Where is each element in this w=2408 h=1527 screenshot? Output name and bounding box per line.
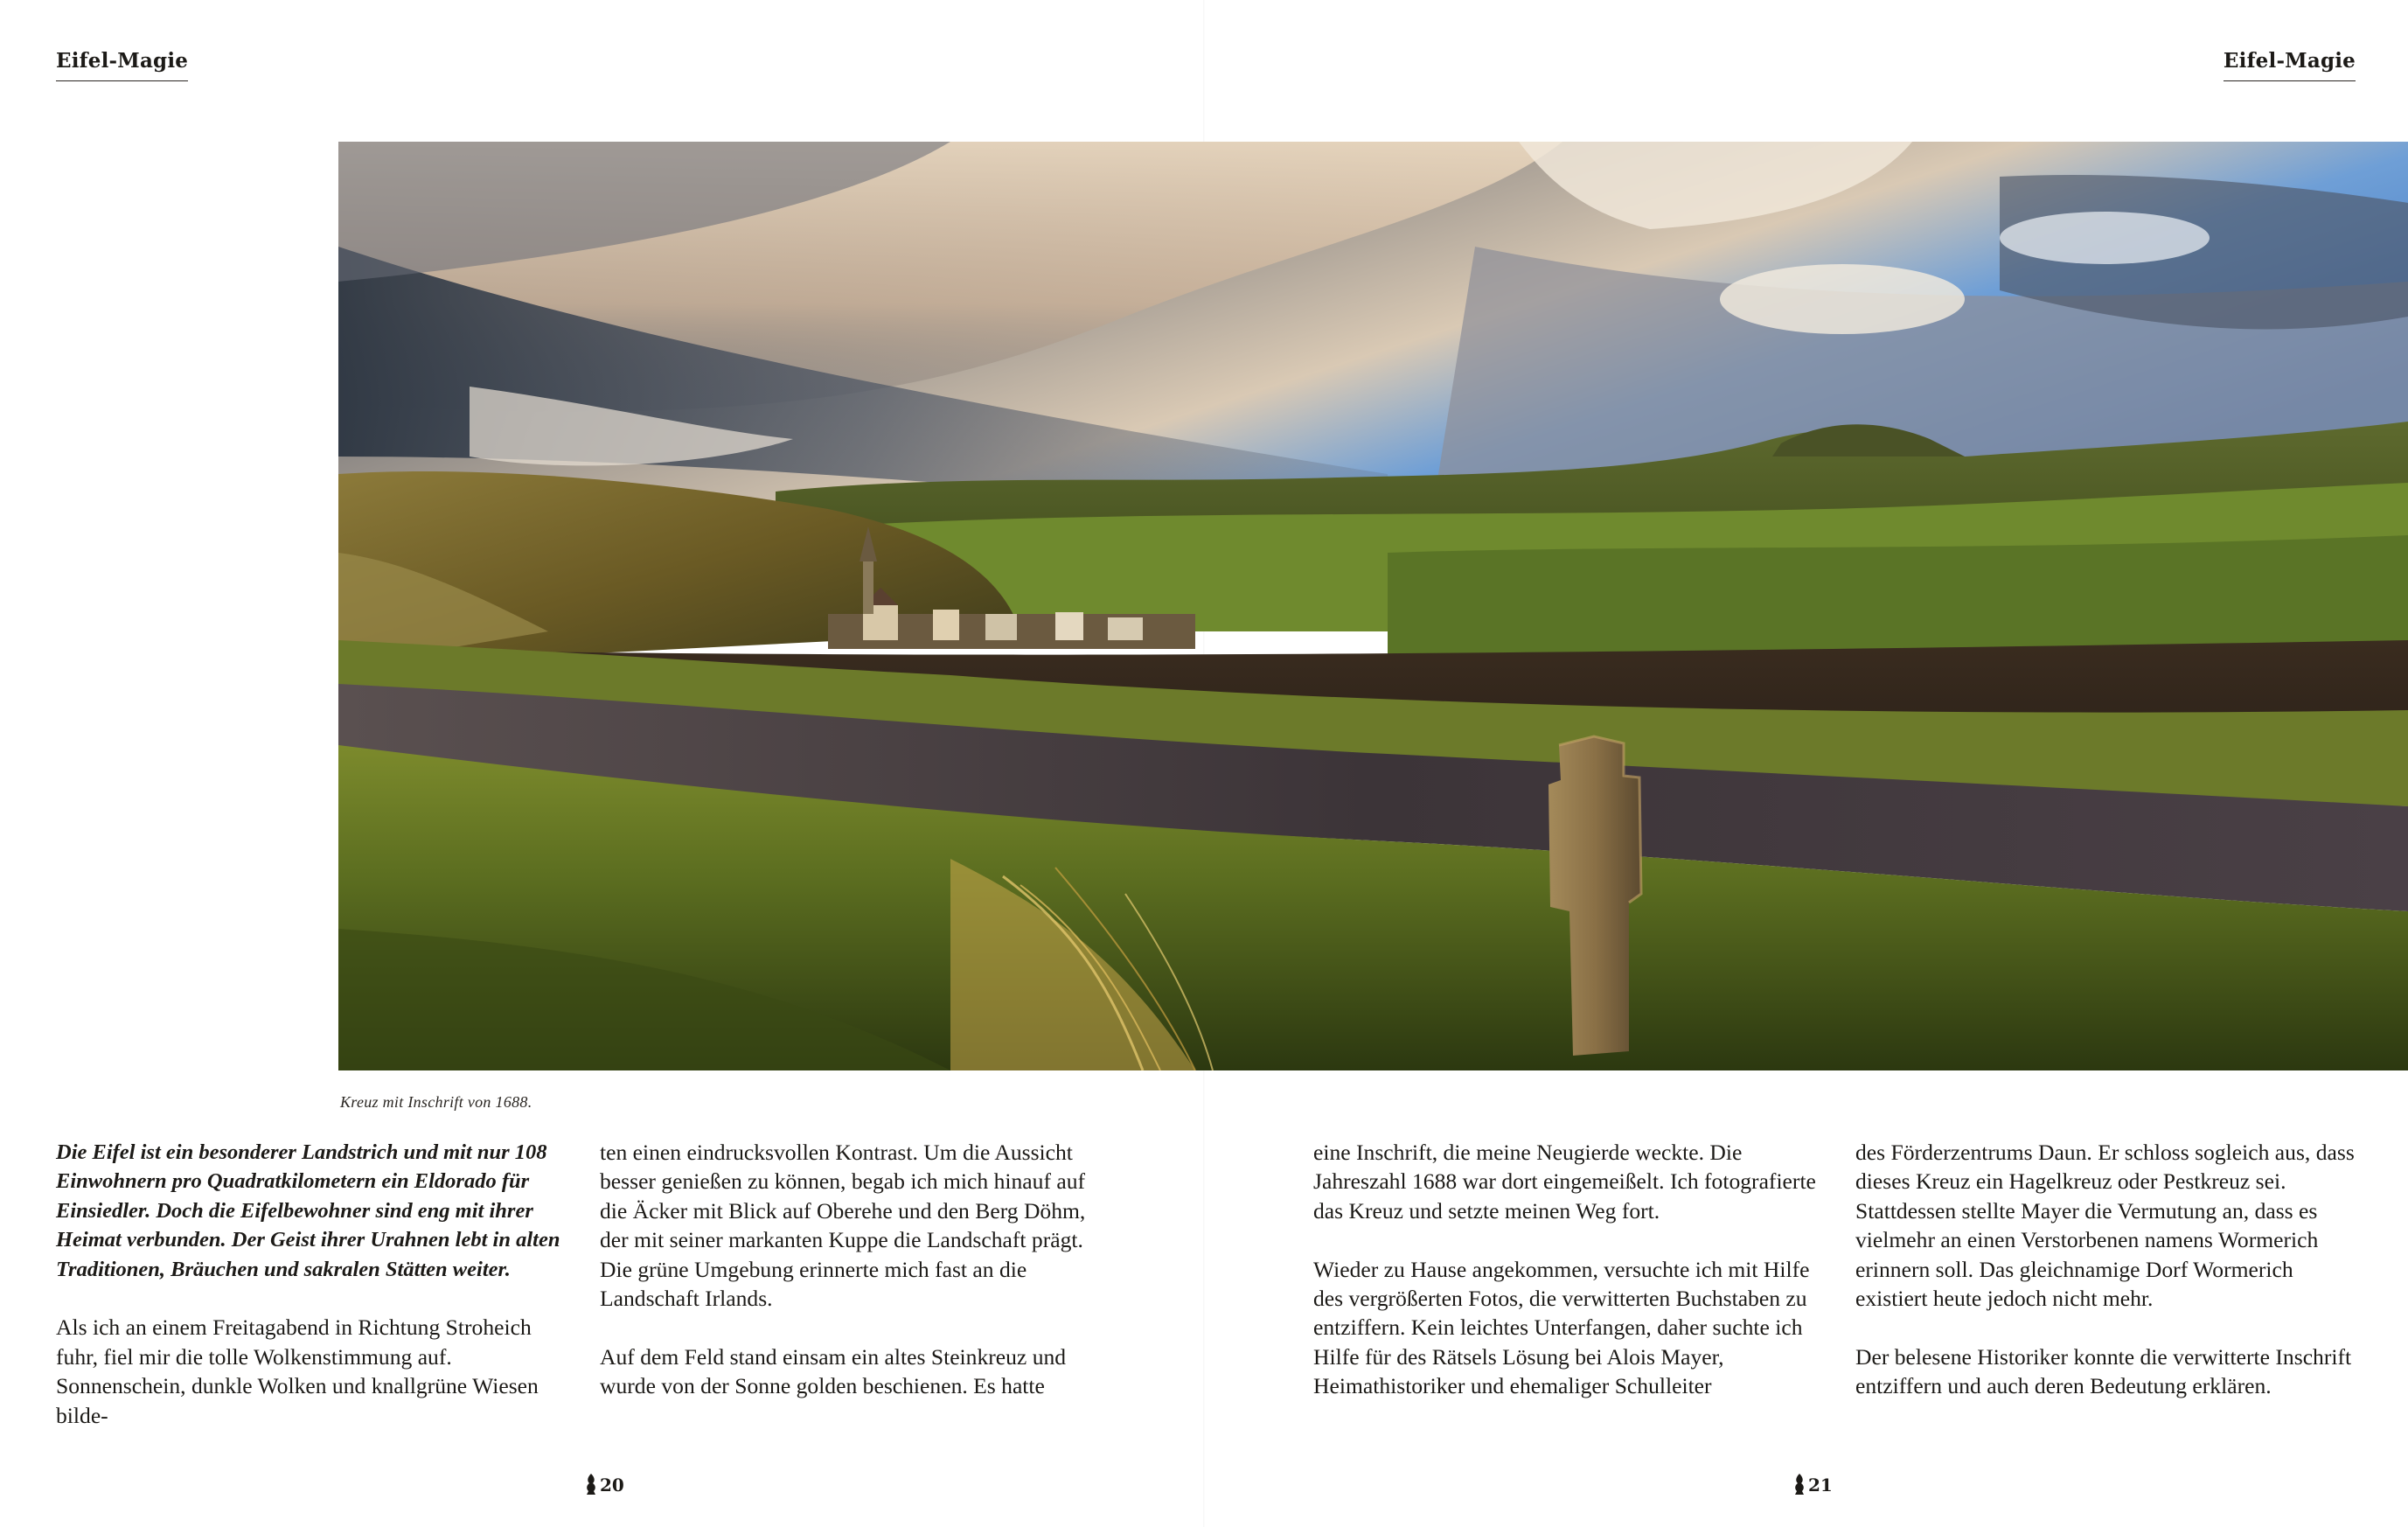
text-column-2 <box>600 1138 1107 1430</box>
body-paragraph: Wieder zu Hause angekommen, versuchte ich mit Hilfe des vergrößerten Fotos, die verwitterten Buchstaben zu entziffern. Kein leichtes Unterfangen, daher suchte ich Hilfe für des Rätsels Lösung bei Alois Mayer, Heimathistoriker und ehemaliger Schulleiter <box>1313 1256 1810 1399</box>
text-column-3 <box>1313 1138 1820 1430</box>
landscape-photo <box>338 142 2408 1070</box>
running-head-right: Eifel-Magie <box>2224 49 2356 81</box>
body-paragraph: eine Inschrift, die meine Neugierde weckte. Die Jahreszahl 1688 war dort eingemeißelt. Ich fotografierte das Kreuz und setzte meinen Weg fort. <box>1313 1140 1816 1224</box>
folio-ornament-icon <box>1792 1473 1806 1496</box>
running-head-left: Eifel-Magie <box>56 49 188 81</box>
lead-paragraph: Die Eifel ist ein besonderer Landstrich und mit nur 108 Einwohnern pro Quadratkilometern ein Eldorado für Einsiedler. Doch die Eifelbewohner sind eng mit ihrer Heimat verbunden. Der Geist ihrer Urahnen lebt in alten Traditionen, Bräuchen und sakralen Stätten weiter. <box>56 1140 560 1281</box>
text-column-1 <box>56 1138 563 1459</box>
body-paragraph: des Förderzentrums Daun. Er schloss sogleich aus, dass dieses Kreuz ein Hagelkreuz oder Pestkreuz sei. Stattdessen stellte Mayer die Vermutung an, dass es vielmehr an einen Verstorbenen namens Wormerich erinnern soll. Das gleichnamige Dorf Wormerich existiert heute jedoch nicht mehr. <box>1855 1140 2355 1312</box>
page-number-left-text: 20 <box>600 1475 624 1496</box>
body-paragraph: Auf dem Feld stand einsam ein altes Steinkreuz und wurde von der Sonne golden beschienen. Es hatte <box>600 1343 1067 1399</box>
page-number-right-text: 21 <box>1808 1475 1833 1496</box>
body-paragraph: Der belesene Historiker konnte die verwitterte Inschrift entziffern und auch deren Bedeutung erklären. <box>1855 1343 2352 1399</box>
page-number-right <box>1792 1473 1833 1496</box>
body-paragraph: ten einen eindrucksvollen Kontrast. Um die Aussicht besser genießen zu können, begab ich mich hinauf auf die Äcker mit Blick auf Oberehe und den Berg Döhm, der mit seiner markanten Kuppe die Landschaft prägt. Die grüne Umgebung erinnerte mich fast an die Landschaft Irlands. <box>600 1140 1086 1312</box>
landscape-photo-illustration <box>338 142 2408 1070</box>
folio-ornament-icon <box>584 1473 598 1496</box>
body-paragraph: Als ich an einem Freitagabend in Richtung Stroheich fuhr, fiel mir die tolle Wolkenstimmung auf. Sonnenschein, dunkle Wolken und knallgrüne Wiesen bilde- <box>56 1314 539 1428</box>
text-column-4 <box>1855 1138 2363 1430</box>
page-number-left <box>584 1473 624 1496</box>
photo-caption: Kreuz mit Inschrift von 1688. <box>340 1093 532 1111</box>
